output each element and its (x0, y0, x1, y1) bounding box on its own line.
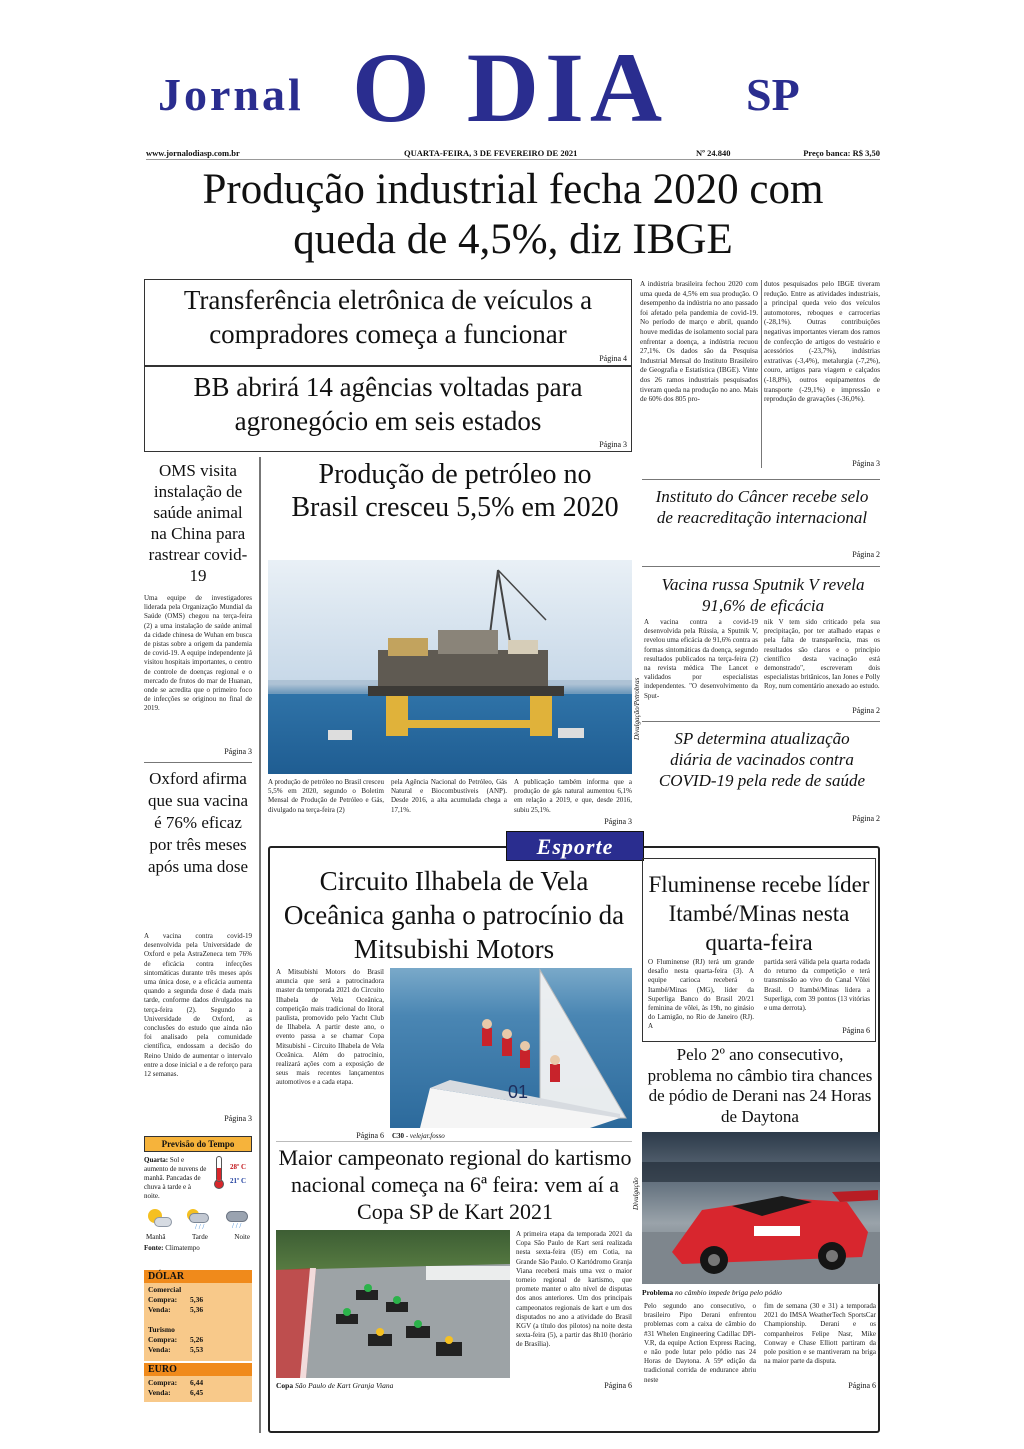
page-ref: Página 6 (356, 1131, 384, 1140)
photo-oil-platform[interactable] (268, 560, 632, 774)
dolar-title: DÓLAR (144, 1270, 252, 1283)
masthead-sp: SP (746, 69, 800, 120)
body-ilhabela: A Mitsubishi Motors do Brasil anuncia que será a patrocinadora master da temporada 2021 do Circuito Ilhabela de Vela Oceânica, competição mais tradicional do litoral paulista, promovido pelo Yacht Club de Ilhabela. A partir deste ano, o evento passa a se chamar Copa Mitsubishi - Circuito Ilhabela de Vela Oceânica. Além do patrocínio, realizará ações com a exposição de seus mais recentes lançamentos automotivos e a cada etapa. (276, 968, 384, 1087)
derani-col1: Pelo segundo ano consecutivo, o brasileiro Pipo Derani enfrentou problemas com a caixa de câmbio do #31 Whelen Engineering Cadillac DPi-V.R, da equipe Action Express Racing, e não pode lutar pelo pódio nas 24 Horas de Daytona. A 59ª edição da tradicional corrida de endurance abriu neste (644, 1302, 756, 1384)
rate-label: Venda: (148, 1305, 171, 1314)
rate-label: Venda: (148, 1345, 171, 1354)
headline-sp-vacinados[interactable]: SP determina atualização diária de vacinados contra COVID-19 pela rede de saúde (658, 729, 866, 790)
page-ref: Página 3 (604, 817, 632, 826)
headline-fluminense: Fluminense recebe líder Itambé/Minas nesta quarta-feira (648, 872, 870, 955)
period-night: Noite (234, 1233, 250, 1241)
masthead-jornal: Jornal (158, 69, 304, 120)
photo-race-car[interactable] (642, 1132, 880, 1284)
headline-veiculos: Transferência eletrônica de veículos a compradores começa a funcionar (183, 285, 593, 349)
edition-number: Nº 24.840 (696, 148, 731, 158)
weather-title: Previsão do Tempo (144, 1136, 252, 1152)
sailboat-illustration (390, 968, 632, 1128)
caption-bold: Problema (642, 1288, 674, 1297)
divider (642, 479, 880, 480)
photo-sailboat[interactable] (390, 968, 632, 1128)
body-oms: Uma equipe de investigadores liderada pela Organização Mundial da Saúde (OMS) chegou na terça-feira (2) a uma instalação de saúde animal da cidade chinesa de Wuhan em busca de pistas sobre a origem da pandemia de covid-19. A equipe independente já visitou hospitais importantes, o centro de controle de doenças regional e o mercado de frutos do mar de Huanan, onde se acredita que o primeiro foco de infecções se originou no final de 2019. (144, 594, 252, 713)
main-story-col2: dutos pesquisados pelo IBGE tiveram redução. Entre as atividades industriais, a principal queda veio dos veículos automotores, reboques e carrocerias (-28,1%). Outras contribuições negativas importantes vieram dos ramos de confecção de artigos do vestuário e acessórios (-23,7%), indústrias extrativas (-3,4%), metalurgia (-7,2%), couro, artigos para viagem e calçados (-18,8%), outros equipamentos de transporte (-29,1%) e impressão e reprodução de gravações (-36,0%). (764, 280, 880, 404)
info-bar (146, 146, 880, 160)
temp-max: 28º C (230, 1163, 247, 1171)
photo-credit: Divulgação (632, 1177, 640, 1210)
body-oxford: A vacina contra covid-19 desenvolvida pela Universidade de Oxford e pela AstraZeneca tem 76% de eficácia contra infecções sintomáticas durante três meses após uma única dose, e a eficácia aumenta quando a segunda dose é dada mais tarde, conforme dados divulgados na terça-feira (2). Segundo a Universidade de Oxford, as conclusões do estudo que ainda não foi analisado pela comunidade científica, endossam a decisão do Reino Unido de aumentar o intervalo entre a dose inicial e a de reforço para 12 semanas. (144, 932, 252, 1079)
main-story-col1: A indústria brasileira fechou 2020 com uma queda de 4,5% em sua produção. O desempenho da indústria no ano passado foi afetado pela pandemia de covid-19. No período de março e abril, quando houve medidas de isolamento social para enfrentar a doença, a indústria recuou 27,1%. Os dados são da Pesquisa Industrial Mensal do Instituto Brasileiro de Geografia e Estatística (IBGE). Vinte dos 26 ramos industriais pesquisados tiveram queda na produção no ano. Mais de 60% dos 805 pro- (640, 280, 758, 404)
petroleo-col2: pela Agência Nacional do Petróleo, Gás Natural e Biocombustíveis (ANP). Desde 2016, a alta acumulada chega a 17,1%. (391, 778, 507, 814)
period-morning: Manhã (146, 1233, 166, 1241)
edition-date: QUARTA-FEIRA, 3 DE FEVEREIRO DE 2021 (404, 148, 578, 158)
headline-derani[interactable]: Pelo 2º ano consecutivo, problema no câmbio tira chances de pódio de Derani nas 24 Horas de Daytona (647, 1045, 873, 1126)
sputnik-col2: nik V tem sido criticado pela sua precipitação, por ter atalhado etapas e pela falta de transparência, mas os resultados são claros e o princípio científico desta vacinação está demonstrado", escreveram dois especialistas britânicos, Ian Jones e Polly Roy, num comentário anexado ao estudo. (764, 618, 880, 691)
rate-label: Compra: (148, 1335, 178, 1344)
page-ref: Página 3 (599, 440, 627, 449)
petroleo-col1: A produção de petróleo no Brasil cresceu 5,5% em 2020, segundo o Boletim Mensal de Produção de Petróleo e Gás, divulgado na terça-feira (2) (268, 778, 384, 814)
derani-col2: fim de semana (30 e 31) a temporada 2021 do IMSA WeatherTech SportsCar Championship. Derani e os companheiros Felipe Nasr, Mike Conway e Chase Elliott partiram da pole position e se mantiveram na briga na maior parte da disputa. (764, 1302, 876, 1366)
weather-source-label: Fonte: (144, 1244, 164, 1252)
rate-value: 6,44 (190, 1378, 204, 1387)
story-box-bb[interactable] (144, 366, 632, 452)
caption-text: - velejar.fosso (405, 1132, 445, 1140)
headline-kart[interactable]: Maior campeonato regional do kartismo nacional começa na 6ª feira: vem aí a Copa SP de Kart 2021 (278, 1145, 632, 1224)
page-ref: Página 2 (852, 814, 880, 823)
page-ref: Página 2 (852, 550, 880, 559)
page-ref: Página 6 (842, 1026, 870, 1035)
turismo-label: Turismo (148, 1325, 175, 1334)
photo-credit: Divulgação/Petrobras (633, 677, 641, 740)
caption-derani (642, 1288, 880, 1297)
weather-widget (144, 1136, 252, 1264)
caption-bold: C30 (392, 1132, 405, 1140)
story-box-veiculos[interactable] (144, 279, 632, 366)
rate-value: 6,45 (190, 1388, 204, 1397)
page-ref: Página 6 (604, 1381, 632, 1390)
page-ref: Página 2 (852, 706, 880, 715)
euro-title: EURO (144, 1363, 252, 1376)
rain-cloud-icon: / / / (185, 1209, 211, 1229)
headline-oms[interactable]: OMS visita instalação de saúde animal na China para rastrear covid-19 (148, 461, 248, 585)
weather-day: Quarta: (144, 1156, 169, 1164)
caption-text: no câmbio impede briga pelo pódio (674, 1288, 782, 1297)
caption-bold: Copa (276, 1381, 294, 1390)
divider (642, 566, 880, 567)
rate-value: 5,36 (190, 1305, 204, 1314)
sidebar-divider (259, 457, 261, 1433)
page-ref: Página 3 (224, 747, 252, 756)
page-ref: Página 4 (599, 354, 627, 363)
section-tag-esporte[interactable]: Esporte (506, 831, 644, 861)
kart-race-illustration (276, 1230, 510, 1378)
caption-ilhabela (392, 1132, 632, 1140)
sputnik-col1: A vacina contra a covid-19 desenvolvida pela Rússia, a Sputnik V, revelou uma eficácia de 91,6% contra as formas sintomáticas da doença, segundo resultados publicados na terça-feira (2) na revista médica The Lancet e validados por especialistas independentes. "O desenvolvimento da Sput- (644, 618, 758, 700)
race-car-illustration (642, 1132, 880, 1284)
rate-label: Venda: (148, 1388, 171, 1397)
headline-bb: BB abrirá 14 agências voltadas para agronegócio em seis estados (193, 372, 583, 436)
headline-ilhabela[interactable]: Circuito Ilhabela de Vela Oceânica ganha o patrocínio da Mitsubishi Motors (283, 866, 625, 964)
comercial-label: Comercial (148, 1285, 182, 1294)
headline-sputnik[interactable]: Vacina russa Sputnik V revela 91,6% de eficácia (661, 575, 865, 615)
weather-source: Climatempo (165, 1244, 200, 1252)
currency-widget (144, 1270, 252, 1402)
storm-cloud-icon: / / / (224, 1209, 250, 1229)
temp-min: 21º C (230, 1177, 247, 1185)
sun-cloud-icon (146, 1209, 172, 1229)
petroleo-col3: A publicação também informa que a produção de gás natural aumentou 6,1% em relação a 2019, e que, desde 2016, subiu 25,1%. (514, 778, 632, 814)
headline-petroleo[interactable]: Produção de petróleo no Brasil cresceu 5,5% em 2020 (291, 459, 619, 523)
page-ref: Página 3 (224, 1114, 252, 1123)
fluminense-col2: partida será válida pela quarta rodada do returno da competição e terá transmissão ao vivo do Canal Vôlei Brasil. O Itambé/Minas lidera a Superliga, com 39 pontos (13 vitórias e uma derrota). (764, 958, 870, 1013)
headline-inca[interactable]: Instituto do Câncer recebe selo de reacreditação internacional (655, 487, 869, 527)
rate-value: 5,36 (190, 1295, 204, 1304)
divider (276, 1141, 632, 1142)
caption-kart (276, 1381, 510, 1390)
cover-price: Preço banca: R$ 3,50 (803, 148, 880, 158)
rate-label: Compra: (148, 1295, 178, 1304)
fluminense-col1: O Fluminense (RJ) terá um grande desafio nesta quarta-feira (3). A equipe carioca receberá o Itambé/Minas (MG), líder da Superliga Banco do Brasil 20/21 feminina de vôlei, às 19h, no ginásio do Lamigão, no Rio de Janeiro (RJ). A (648, 958, 754, 1031)
column-divider (761, 280, 762, 468)
page-ref: Página 3 (852, 459, 880, 468)
divider (642, 721, 880, 722)
caption-text: São Paulo de Kart Granja Viana (294, 1381, 394, 1390)
site-url[interactable]: www.jornalodiasp.com.br (146, 148, 240, 158)
weather-text: Sol e aumento de nuvens de manhã. Pancadas de chuva à tarde e à noite. (144, 1156, 207, 1200)
oil-platform-illustration (268, 560, 632, 774)
masthead-logo: O DIA (352, 32, 669, 143)
rate-value: 5,53 (190, 1345, 204, 1354)
thermometer-icon (212, 1156, 226, 1201)
divider (144, 762, 252, 763)
rate-label: Compra: (148, 1378, 178, 1387)
main-headline[interactable]: Produção industrial fecha 2020 com queda de 4,5%, diz IBGE (202, 166, 824, 263)
period-afternoon: Tarde (192, 1233, 208, 1241)
page-ref: Página 6 (848, 1381, 876, 1390)
rate-value: 5,26 (190, 1335, 204, 1344)
headline-oxford[interactable]: Oxford afirma que sua vacina é 76% eficaz por três meses após uma dose (147, 769, 249, 876)
sail-number: 01 (508, 1082, 529, 1102)
body-kart: A primeira etapa da temporada 2021 da Copa São Paulo de Kart será realizada nesta sexta-feira (05) em Cotia, na Grande São Paulo. O Kartódromo Granja Viana receberá mais uma vez o maior torneio regional de kartismo, que promete manter o alto nível de disputas dos anos anteriores. Um dos principais campeonatos regionais de kart e um dos disputados no ano a atividade do Brasil KGV (a título dos pilotos) na noite desta sexta-feira (5), a partir das 8h10 (horário de Brasília). (516, 1230, 632, 1349)
photo-kart-race[interactable] (276, 1230, 510, 1378)
